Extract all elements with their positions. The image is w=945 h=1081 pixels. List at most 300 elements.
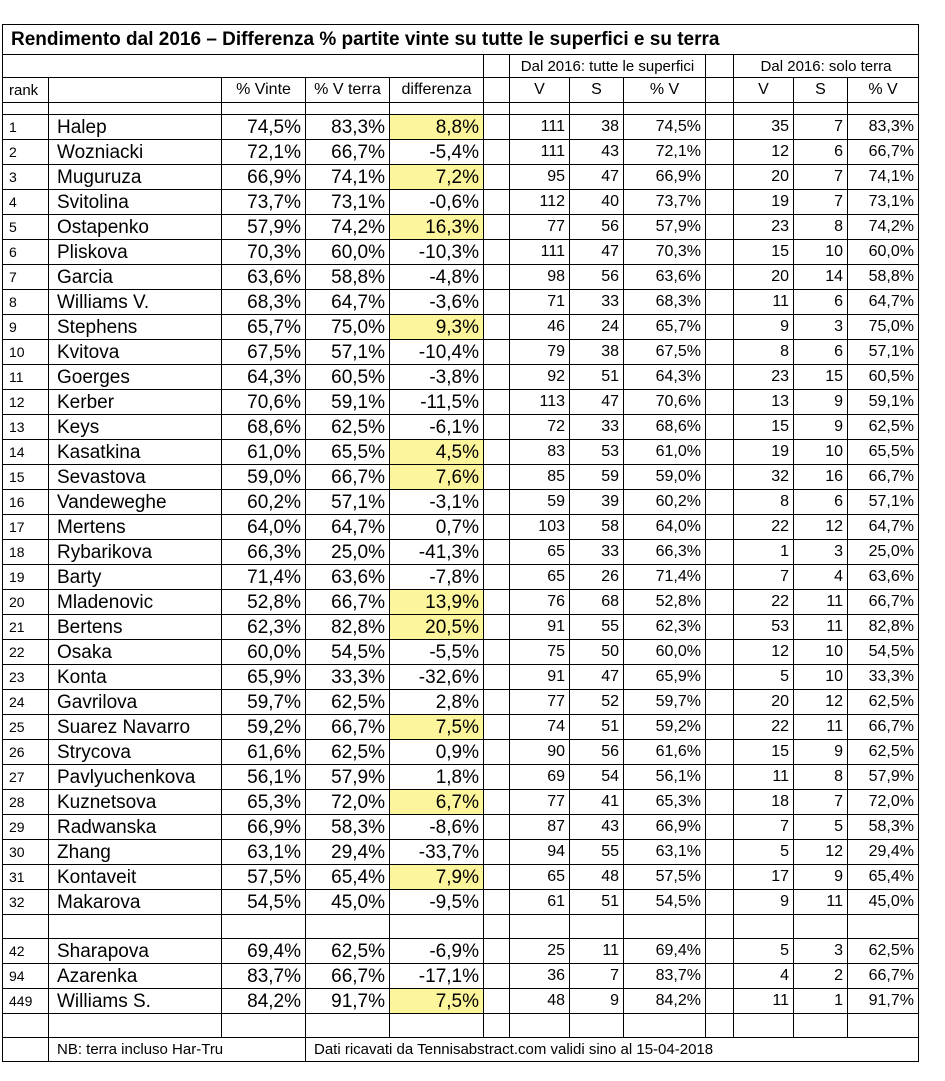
table-row: [3, 340, 919, 365]
col-header-clay-s: S: [794, 78, 848, 103]
separator-cell: [484, 715, 510, 740]
player-name-cell: Makarova: [49, 890, 222, 915]
pct-vterra-cell: 57,9%: [306, 765, 390, 790]
separator-cell: [484, 865, 510, 890]
pct-vterra-cell: 82,8%: [306, 615, 390, 640]
table-row: [3, 790, 919, 815]
clay-pv-cell: 65,5%: [848, 440, 919, 465]
clay-v-cell: 4: [734, 964, 794, 989]
all-pv-cell: 70,6%: [624, 390, 706, 415]
separator-cell: [706, 865, 734, 890]
all-v-cell: 111: [510, 140, 570, 165]
clay-s-cell: 9: [794, 415, 848, 440]
separator-cell: [706, 515, 734, 540]
player-name-cell: Zhang: [49, 840, 222, 865]
clay-pv-cell: 66,7%: [848, 964, 919, 989]
separator-cell: [706, 190, 734, 215]
player-name-cell: Vandeweghe: [49, 490, 222, 515]
difference-cell: 16,3%: [390, 215, 484, 240]
rank-cell: 16: [3, 490, 49, 515]
all-pv-cell: 65,3%: [624, 790, 706, 815]
clay-s-cell: 8: [794, 765, 848, 790]
table-row: [3, 215, 919, 240]
separator-cell: [706, 840, 734, 865]
separator-cell: [484, 240, 510, 265]
player-name-cell: Konta: [49, 665, 222, 690]
difference-cell: -9,5%: [390, 890, 484, 915]
separator-cell: [706, 890, 734, 915]
pct-vinte-cell: 74,5%: [222, 115, 306, 140]
spacer-cell: [390, 1014, 484, 1038]
spacer-row: [3, 915, 919, 939]
separator-cell: [484, 290, 510, 315]
all-v-cell: 75: [510, 640, 570, 665]
clay-pv-cell: 73,1%: [848, 190, 919, 215]
clay-pv-cell: 91,7%: [848, 989, 919, 1014]
table-row: [3, 765, 919, 790]
all-v-cell: 76: [510, 590, 570, 615]
difference-cell: -32,6%: [390, 665, 484, 690]
separator-cell: [484, 190, 510, 215]
difference-cell: 7,6%: [390, 465, 484, 490]
all-v-cell: 85: [510, 465, 570, 490]
rank-cell: 19: [3, 565, 49, 590]
all-pv-cell: 59,0%: [624, 465, 706, 490]
all-v-cell: 48: [510, 989, 570, 1014]
all-s-cell: 39: [570, 490, 624, 515]
separator-cell: [484, 964, 510, 989]
pct-vinte-cell: 60,0%: [222, 640, 306, 665]
difference-cell: 1,8%: [390, 765, 484, 790]
clay-s-cell: 1: [794, 989, 848, 1014]
clay-s-cell: 9: [794, 865, 848, 890]
clay-pv-cell: 82,8%: [848, 615, 919, 640]
table-row: [3, 989, 919, 1014]
all-s-cell: 68: [570, 590, 624, 615]
spacer-cell: [848, 915, 919, 939]
clay-v-cell: 20: [734, 165, 794, 190]
separator-cell: [706, 215, 734, 240]
clay-s-cell: 10: [794, 665, 848, 690]
spacer-cell: [484, 1014, 510, 1038]
rank-cell: 6: [3, 240, 49, 265]
clay-s-cell: 11: [794, 615, 848, 640]
all-pv-cell: 66,9%: [624, 815, 706, 840]
pct-vinte-cell: 68,3%: [222, 290, 306, 315]
all-pv-cell: 60,0%: [624, 640, 706, 665]
pct-vterra-cell: 62,5%: [306, 740, 390, 765]
rank-cell: 25: [3, 715, 49, 740]
pct-vterra-cell: 54,5%: [306, 640, 390, 665]
all-pv-cell: 60,2%: [624, 490, 706, 515]
header-separator-cell: [484, 78, 510, 103]
clay-s-cell: 16: [794, 465, 848, 490]
clay-s-cell: 11: [794, 890, 848, 915]
pct-vinte-cell: 65,7%: [222, 315, 306, 340]
table-row: [3, 540, 919, 565]
all-s-cell: 47: [570, 390, 624, 415]
rank-cell: 42: [3, 939, 49, 964]
pct-vterra-cell: 65,4%: [306, 865, 390, 890]
player-name-cell: Mertens: [49, 515, 222, 540]
player-name-cell: Strycova: [49, 740, 222, 765]
player-name-cell: Sevastova: [49, 465, 222, 490]
clay-s-cell: 12: [794, 840, 848, 865]
pct-vinte-cell: 69,4%: [222, 939, 306, 964]
all-s-cell: 41: [570, 790, 624, 815]
clay-s-cell: 3: [794, 315, 848, 340]
clay-v-cell: 22: [734, 590, 794, 615]
difference-cell: -8,6%: [390, 815, 484, 840]
spacer-row: [3, 1014, 919, 1038]
clay-v-cell: 19: [734, 440, 794, 465]
pct-vterra-cell: 64,7%: [306, 290, 390, 315]
all-pv-cell: 84,2%: [624, 989, 706, 1014]
clay-v-cell: 13: [734, 390, 794, 415]
pct-vinte-cell: 54,5%: [222, 890, 306, 915]
separator-cell: [706, 989, 734, 1014]
all-pv-cell: 59,2%: [624, 715, 706, 740]
all-s-cell: 54: [570, 765, 624, 790]
separator-cell: [484, 415, 510, 440]
player-name-cell: Bertens: [49, 615, 222, 640]
clay-pv-cell: 60,5%: [848, 365, 919, 390]
table-row: [3, 865, 919, 890]
pct-vterra-cell: 33,3%: [306, 665, 390, 690]
separator-cell: [484, 890, 510, 915]
all-pv-cell: 83,7%: [624, 964, 706, 989]
separator-cell: [706, 440, 734, 465]
pct-vterra-cell: 66,7%: [306, 140, 390, 165]
separator-cell: [484, 365, 510, 390]
separator-cell: [706, 340, 734, 365]
difference-cell: 7,2%: [390, 165, 484, 190]
separator-cell: [706, 415, 734, 440]
rank-cell: 2: [3, 140, 49, 165]
pct-vinte-cell: 64,3%: [222, 365, 306, 390]
all-s-cell: 33: [570, 290, 624, 315]
clay-v-cell: 7: [734, 815, 794, 840]
difference-cell: -6,1%: [390, 415, 484, 440]
player-name-cell: Osaka: [49, 640, 222, 665]
table-row: [3, 640, 919, 665]
separator-cell: [706, 640, 734, 665]
separator-cell: [706, 240, 734, 265]
all-pv-cell: 68,3%: [624, 290, 706, 315]
player-name-cell: Gavrilova: [49, 690, 222, 715]
all-pv-cell: 59,7%: [624, 690, 706, 715]
separator-cell: [484, 939, 510, 964]
pct-vinte-cell: 73,7%: [222, 190, 306, 215]
clay-pv-cell: 25,0%: [848, 540, 919, 565]
col-header-vinte: % Vinte: [222, 78, 306, 103]
separator-cell: [706, 715, 734, 740]
all-s-cell: 56: [570, 740, 624, 765]
pct-vterra-cell: 57,1%: [306, 340, 390, 365]
pct-vinte-cell: 60,2%: [222, 490, 306, 515]
clay-v-cell: 1: [734, 540, 794, 565]
all-s-cell: 58: [570, 515, 624, 540]
clay-v-cell: 5: [734, 665, 794, 690]
pct-vterra-cell: 75,0%: [306, 315, 390, 340]
pct-vterra-cell: 57,1%: [306, 490, 390, 515]
separator-cell: [484, 690, 510, 715]
pct-vinte-cell: 70,6%: [222, 390, 306, 415]
clay-v-cell: 17: [734, 865, 794, 890]
clay-pv-cell: 62,5%: [848, 415, 919, 440]
table-row: [3, 140, 919, 165]
footer-note: NB: terra incluso Har-Tru: [49, 1038, 306, 1062]
all-s-cell: 51: [570, 365, 624, 390]
all-v-cell: 91: [510, 665, 570, 690]
spacer-cell: [794, 915, 848, 939]
clay-pv-cell: 59,1%: [848, 390, 919, 415]
separator-cell: [706, 765, 734, 790]
all-v-cell: 83: [510, 440, 570, 465]
all-v-cell: 91: [510, 615, 570, 640]
spacer-cell: [794, 1014, 848, 1038]
rank-cell: 17: [3, 515, 49, 540]
separator-cell: [706, 165, 734, 190]
separator-cell: [484, 615, 510, 640]
clay-v-cell: 9: [734, 890, 794, 915]
clay-v-cell: 9: [734, 315, 794, 340]
player-name-cell: Radwanska: [49, 815, 222, 840]
all-s-cell: 11: [570, 939, 624, 964]
player-name-cell: Kuznetsova: [49, 790, 222, 815]
pct-vterra-cell: 74,1%: [306, 165, 390, 190]
spacer-cell: [570, 1014, 624, 1038]
difference-cell: 8,8%: [390, 115, 484, 140]
separator-cell: [706, 939, 734, 964]
difference-cell: 0,9%: [390, 740, 484, 765]
clay-pv-cell: 66,7%: [848, 140, 919, 165]
clay-pv-cell: 63,6%: [848, 565, 919, 590]
difference-cell: -41,3%: [390, 540, 484, 565]
pct-vterra-cell: 45,0%: [306, 890, 390, 915]
clay-s-cell: 9: [794, 390, 848, 415]
table-row: [3, 415, 919, 440]
difference-cell: -33,7%: [390, 840, 484, 865]
header-separator-cell: [706, 78, 734, 103]
pct-vterra-cell: 62,5%: [306, 690, 390, 715]
all-v-cell: 98: [510, 265, 570, 290]
player-name-cell: Svitolina: [49, 190, 222, 215]
difference-cell: 2,8%: [390, 690, 484, 715]
table-row: [3, 939, 919, 964]
all-v-cell: 94: [510, 840, 570, 865]
all-s-cell: 48: [570, 865, 624, 890]
header-blank-cell: [3, 55, 484, 78]
pct-vterra-cell: 59,1%: [306, 390, 390, 415]
all-v-cell: 59: [510, 490, 570, 515]
clay-s-cell: 7: [794, 165, 848, 190]
table-row: [3, 465, 919, 490]
separator-cell: [706, 490, 734, 515]
spacer-cell: [510, 915, 570, 939]
pct-vinte-cell: 52,8%: [222, 590, 306, 615]
spacer-cell: [570, 915, 624, 939]
clay-s-cell: 8: [794, 215, 848, 240]
spacer-cell: [706, 1014, 734, 1038]
table-row: [3, 165, 919, 190]
pct-vinte-cell: 83,7%: [222, 964, 306, 989]
table-row: [3, 390, 919, 415]
rank-cell: 27: [3, 765, 49, 790]
pct-vinte-cell: 63,6%: [222, 265, 306, 290]
all-pv-cell: 56,1%: [624, 765, 706, 790]
difference-cell: 6,7%: [390, 790, 484, 815]
separator-cell: [706, 815, 734, 840]
pct-vinte-cell: 61,0%: [222, 440, 306, 465]
spacer-cell: [390, 915, 484, 939]
all-pv-cell: 64,0%: [624, 515, 706, 540]
footer-row: [3, 1038, 919, 1062]
player-name-cell: Suarez Navarro: [49, 715, 222, 740]
clay-pv-cell: 62,5%: [848, 690, 919, 715]
table-row: [3, 565, 919, 590]
player-name-cell: Keys: [49, 415, 222, 440]
all-v-cell: 95: [510, 165, 570, 190]
separator-cell: [484, 340, 510, 365]
all-v-cell: 113: [510, 390, 570, 415]
col-header-clay-v: V: [734, 78, 794, 103]
clay-v-cell: 35: [734, 115, 794, 140]
all-pv-cell: 72,1%: [624, 140, 706, 165]
all-pv-cell: 69,4%: [624, 939, 706, 964]
clay-pv-cell: 45,0%: [848, 890, 919, 915]
clay-s-cell: 4: [794, 565, 848, 590]
all-pv-cell: 54,5%: [624, 890, 706, 915]
clay-s-cell: 6: [794, 140, 848, 165]
rank-cell: 4: [3, 190, 49, 215]
player-name-cell: Pliskova: [49, 240, 222, 265]
clay-v-cell: 22: [734, 715, 794, 740]
rank-cell: 5: [3, 215, 49, 240]
difference-cell: 9,3%: [390, 315, 484, 340]
all-v-cell: 111: [510, 115, 570, 140]
col-header-all-pv: % V: [624, 78, 706, 103]
rank-cell: 3: [3, 165, 49, 190]
clay-s-cell: 6: [794, 490, 848, 515]
separator-cell: [484, 115, 510, 140]
separator-cell: [706, 615, 734, 640]
all-v-cell: 61: [510, 890, 570, 915]
difference-cell: -3,1%: [390, 490, 484, 515]
all-s-cell: 51: [570, 715, 624, 740]
clay-pv-cell: 58,8%: [848, 265, 919, 290]
clay-s-cell: 12: [794, 515, 848, 540]
all-pv-cell: 65,9%: [624, 665, 706, 690]
separator-cell: [706, 115, 734, 140]
clay-v-cell: 32: [734, 465, 794, 490]
all-v-cell: 36: [510, 964, 570, 989]
all-pv-cell: 70,3%: [624, 240, 706, 265]
table-row: [3, 365, 919, 390]
clay-s-cell: 7: [794, 115, 848, 140]
clay-s-cell: 3: [794, 540, 848, 565]
spacer-cell: [510, 1014, 570, 1038]
clay-pv-cell: 29,4%: [848, 840, 919, 865]
clay-v-cell: 12: [734, 140, 794, 165]
pct-vterra-cell: 66,7%: [306, 715, 390, 740]
all-v-cell: 46: [510, 315, 570, 340]
clay-pv-cell: 57,1%: [848, 490, 919, 515]
table-row: [3, 315, 919, 340]
rank-cell: 30: [3, 840, 49, 865]
all-v-cell: 25: [510, 939, 570, 964]
clay-s-cell: 3: [794, 939, 848, 964]
pct-vinte-cell: 59,0%: [222, 465, 306, 490]
all-s-cell: 7: [570, 964, 624, 989]
clay-v-cell: 15: [734, 415, 794, 440]
separator-cell: [484, 215, 510, 240]
all-pv-cell: 74,5%: [624, 115, 706, 140]
difference-cell: -4,8%: [390, 265, 484, 290]
all-s-cell: 43: [570, 815, 624, 840]
all-s-cell: 56: [570, 215, 624, 240]
clay-s-cell: 5: [794, 815, 848, 840]
difference-cell: -10,3%: [390, 240, 484, 265]
all-pv-cell: 73,7%: [624, 190, 706, 215]
rank-cell: 15: [3, 465, 49, 490]
clay-s-cell: 11: [794, 715, 848, 740]
clay-s-cell: 10: [794, 440, 848, 465]
separator-cell: [484, 490, 510, 515]
pct-vinte-cell: 70,3%: [222, 240, 306, 265]
all-pv-cell: 66,9%: [624, 165, 706, 190]
all-s-cell: 47: [570, 165, 624, 190]
all-v-cell: 77: [510, 215, 570, 240]
all-v-cell: 65: [510, 565, 570, 590]
pct-vinte-cell: 56,1%: [222, 765, 306, 790]
clay-v-cell: 15: [734, 740, 794, 765]
difference-cell: -0,6%: [390, 190, 484, 215]
clay-pv-cell: 83,3%: [848, 115, 919, 140]
difference-cell: 7,5%: [390, 989, 484, 1014]
rank-cell: 28: [3, 790, 49, 815]
pct-vterra-cell: 66,7%: [306, 964, 390, 989]
clay-s-cell: 7: [794, 190, 848, 215]
separator-cell: [484, 740, 510, 765]
rank-cell: 8: [3, 290, 49, 315]
pct-vinte-cell: 84,2%: [222, 989, 306, 1014]
all-s-cell: 38: [570, 115, 624, 140]
pct-vinte-cell: 68,6%: [222, 415, 306, 440]
difference-cell: -3,6%: [390, 290, 484, 315]
separator-cell: [484, 989, 510, 1014]
separator-cell: [706, 740, 734, 765]
header-separator-cell: [706, 55, 734, 78]
clay-v-cell: 15: [734, 240, 794, 265]
pct-vinte-cell: 57,5%: [222, 865, 306, 890]
clay-pv-cell: 54,5%: [848, 640, 919, 665]
pct-vterra-cell: 74,2%: [306, 215, 390, 240]
table-row: [3, 290, 919, 315]
all-s-cell: 43: [570, 140, 624, 165]
clay-s-cell: 11: [794, 590, 848, 615]
rank-cell: 26: [3, 740, 49, 765]
difference-cell: 13,9%: [390, 590, 484, 615]
all-s-cell: 9: [570, 989, 624, 1014]
difference-cell: -5,5%: [390, 640, 484, 665]
spacer-cell: [49, 1014, 222, 1038]
all-pv-cell: 52,8%: [624, 590, 706, 615]
clay-pv-cell: 33,3%: [848, 665, 919, 690]
difference-cell: 20,5%: [390, 615, 484, 640]
rank-cell: 24: [3, 690, 49, 715]
separator-cell: [484, 765, 510, 790]
